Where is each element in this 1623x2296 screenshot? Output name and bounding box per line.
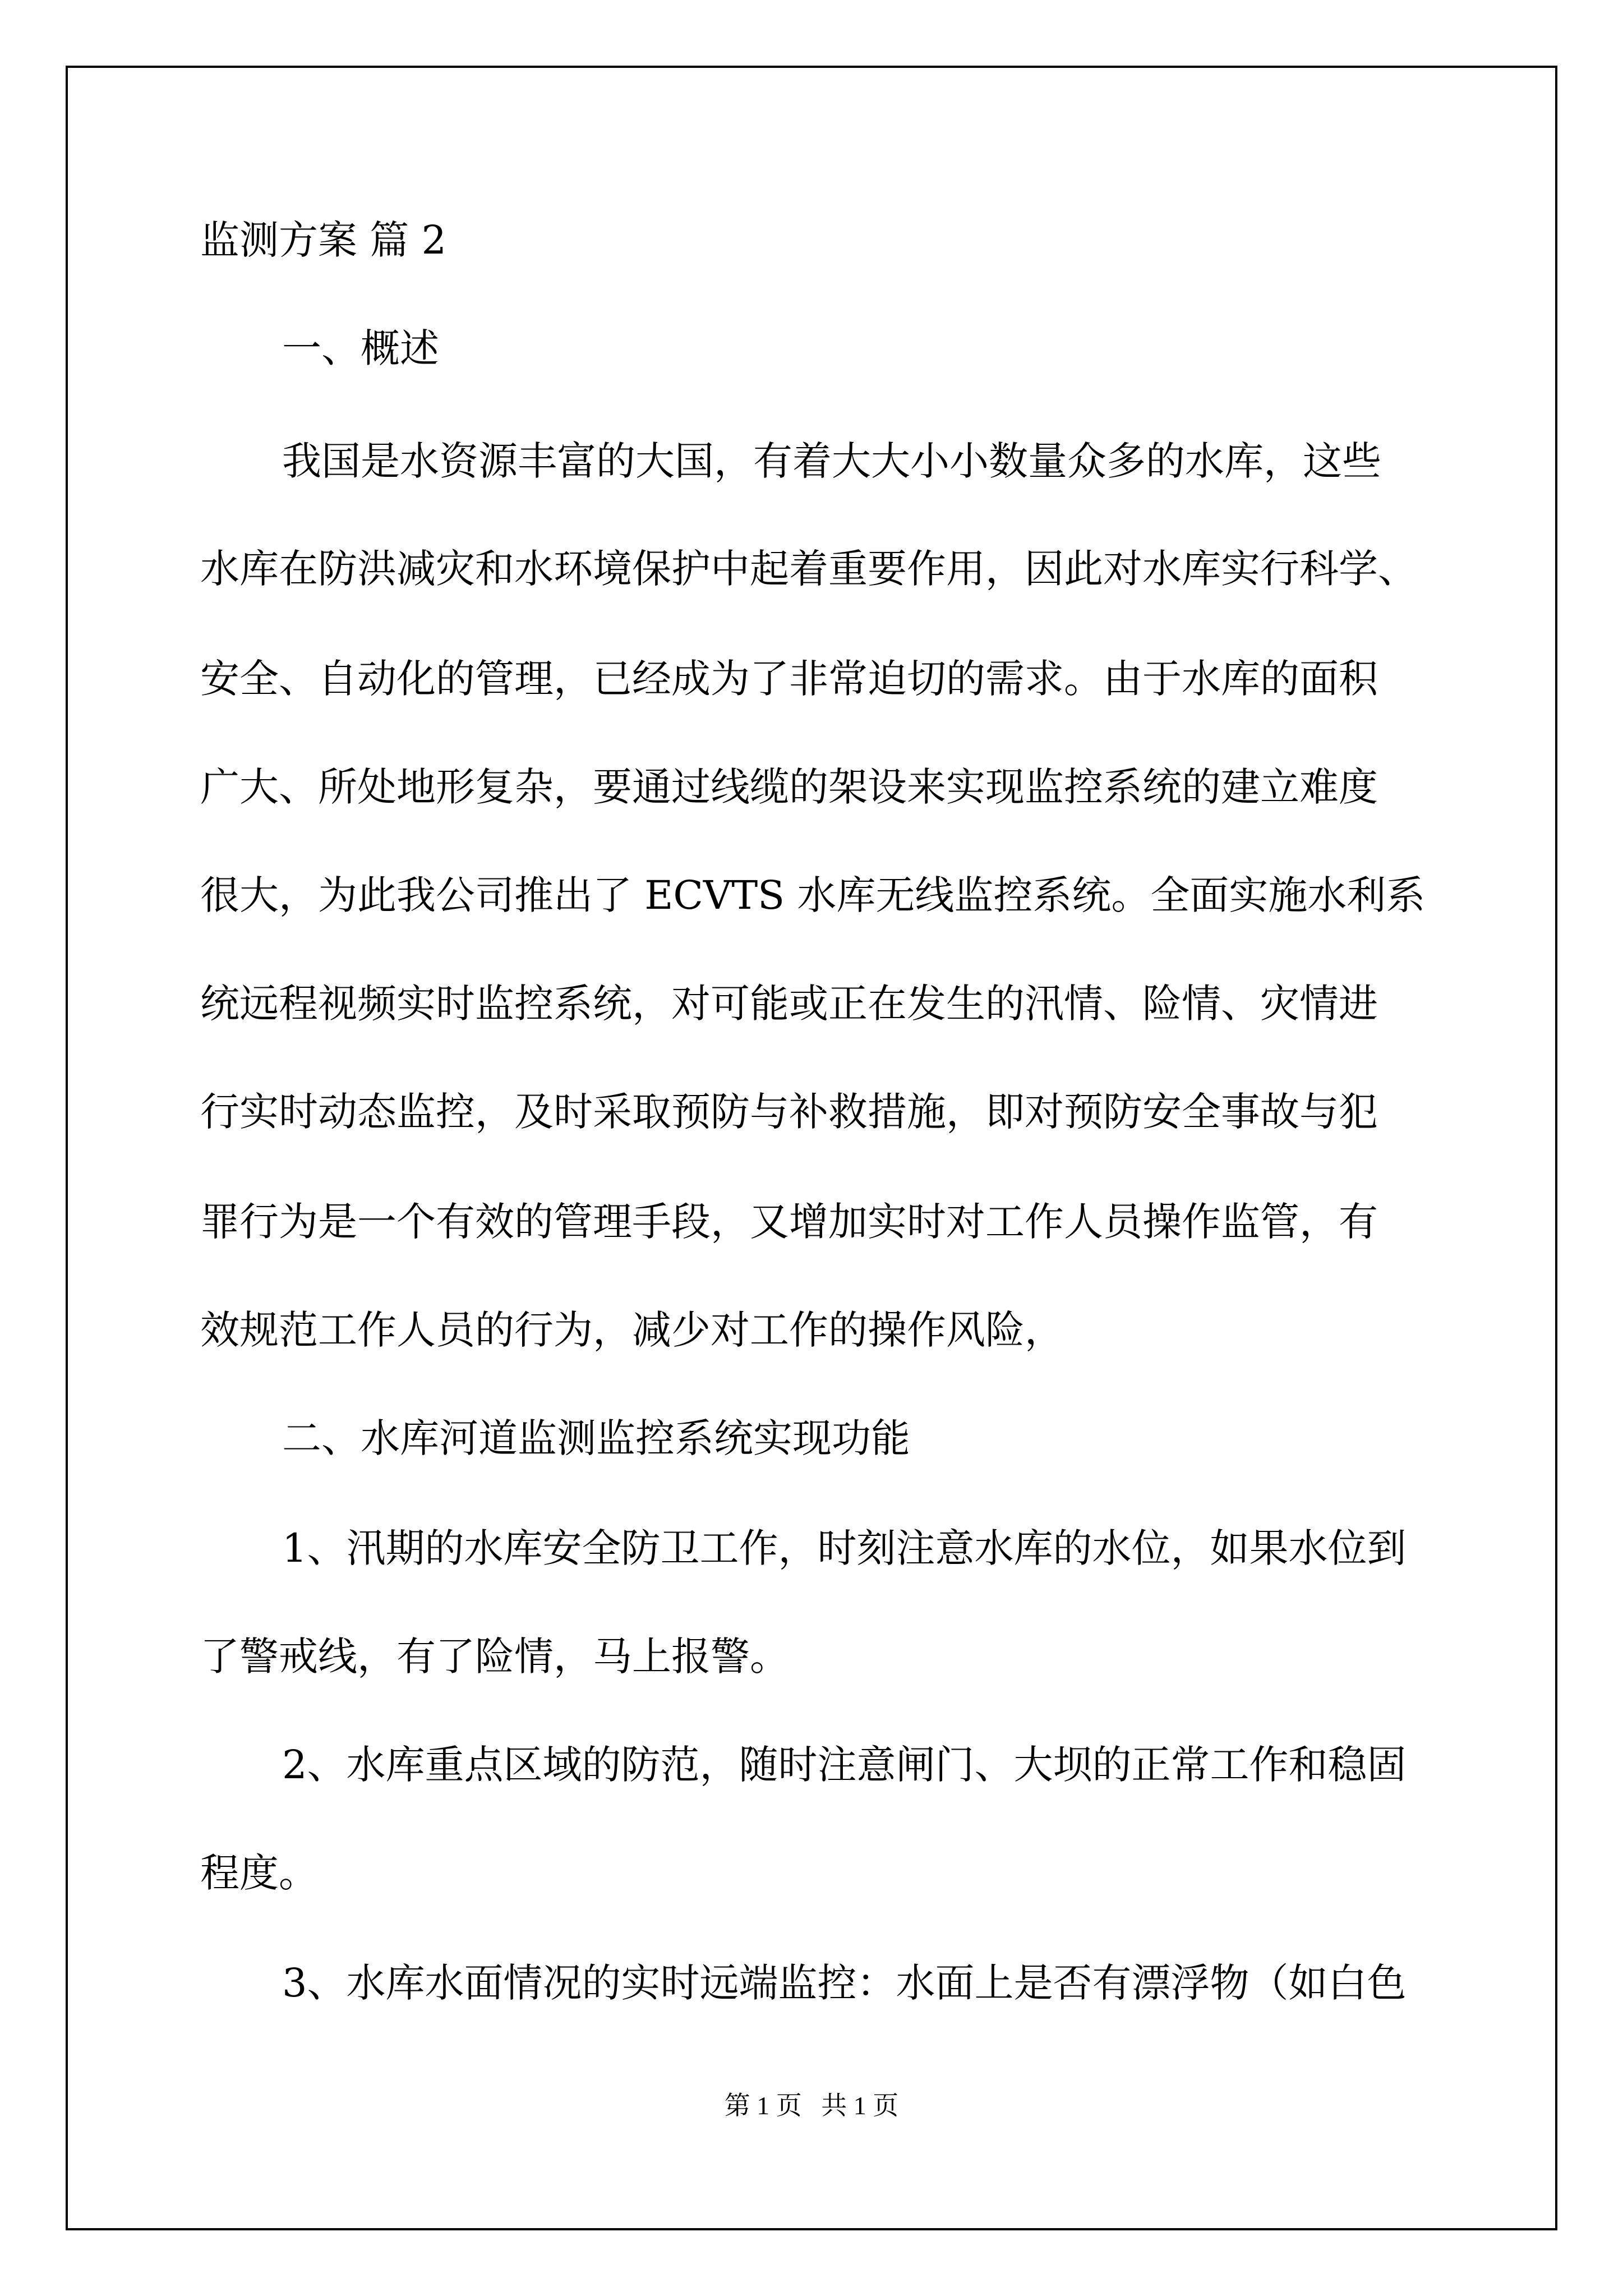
- document-title: 监测方案 篇 2: [200, 217, 447, 263]
- list-item-line: 1、汛期的水库安全防卫工作，时刻注意水库的水位，如果水位到: [282, 1525, 1407, 1571]
- paragraph-line: 统远程视频实时监控系统，对可能或正在发生的汛情、险情、灾情进: [200, 981, 1378, 1027]
- paragraph-line: 安全、自动化的管理，已经成为了非常迫切的需求。由于水库的面积: [200, 656, 1378, 702]
- heading-overview: 一、概述: [282, 325, 439, 371]
- paragraph-line: 效规范工作人员的行为，减少对工作的操作风险，: [200, 1307, 1064, 1353]
- paragraph-line: 很大，为此我公司推出了 ECVTS 水库无线监控系统。全面实施水利系: [200, 872, 1426, 918]
- heading-functions: 二、水库河道监测监控系统实现功能: [282, 1415, 910, 1461]
- page-footer: 第 1 页 共 1 页: [724, 2091, 899, 2120]
- paragraph-line: 行实时动态监控，及时采取预防与补救措施，即对预防安全事故与犯: [200, 1089, 1378, 1135]
- list-item-line: 2、水库重点区域的防范，随时注意闸门、大坝的正常工作和稳固: [282, 1742, 1407, 1788]
- paragraph-line: 我国是水资源丰富的大国，有着大大小小数量众多的水库，这些: [282, 438, 1381, 484]
- list-item-line: 程度。: [200, 1850, 318, 1896]
- paragraph-line: 广大、所处地形复杂，要通过线缆的架设来实现监控系统的建立难度: [200, 764, 1378, 810]
- list-item-line: 3、水库水面情况的实时远端监控：水面上是否有漂浮物（如白色: [282, 1960, 1407, 2006]
- list-item-line: 了警戒线，有了险情，马上报警。: [200, 1634, 789, 1680]
- page-border: [66, 66, 1557, 2230]
- paragraph-line: 罪行为是一个有效的管理手段，又增加实时对工作人员操作监管，有: [200, 1199, 1378, 1245]
- paragraph-line: 水库在防洪减灾和水环境保护中起着重要作用，因此对水库实行科学、: [200, 546, 1417, 592]
